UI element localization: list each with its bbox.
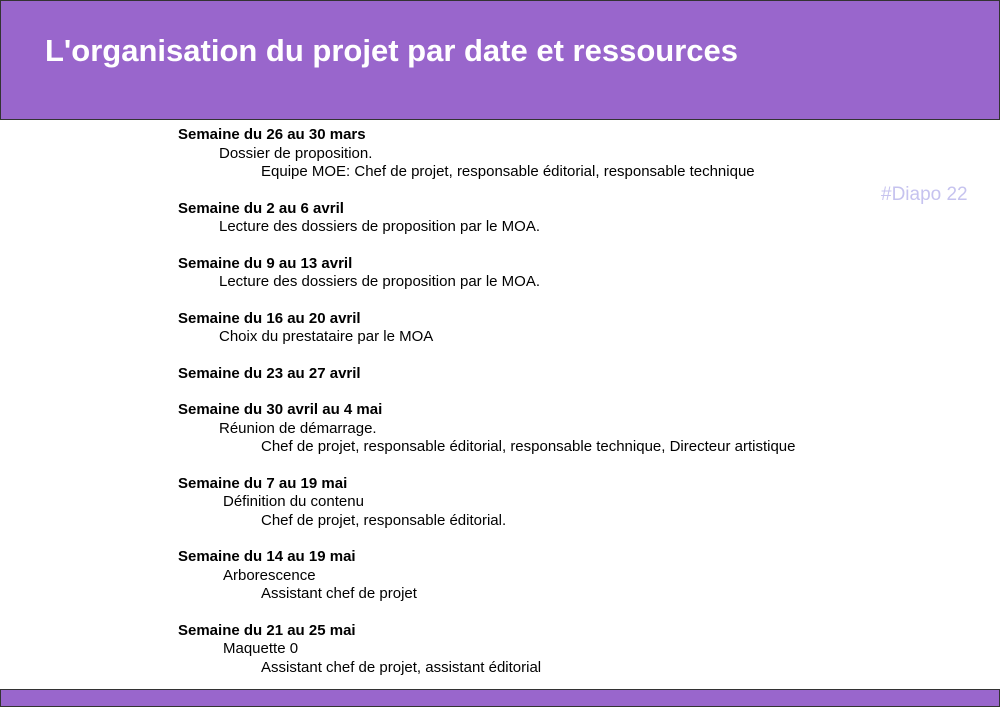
week-task: Dossier de proposition. [219,144,373,162]
slide-footer [0,689,1000,707]
week-label: Semaine du 9 au 13 avril [178,254,353,272]
week-label: Semaine du 16 au 20 avril [178,309,361,327]
week-block [178,126,795,182]
week-block [178,401,795,457]
week-label: Semaine du 14 au 19 mai [178,548,356,565]
week-task: Réunion de démarrage. [219,419,377,437]
slide-number-tag: #Diapo 22 [881,184,968,205]
week-block [178,200,795,237]
week-task: Arborescence [223,566,316,584]
week-resources: Chef de projet, responsable éditorial, responsable technique, Directeur artistique [261,438,796,455]
week-task: Choix du prestataire par le MOA [219,328,434,345]
week-block [178,365,795,384]
week-label: Semaine du 2 au 6 avril [178,199,344,217]
week-block [178,475,795,531]
week-block [178,310,795,347]
slide-title: L'organisation du projet par date et ressources [45,33,738,68]
week-task: Lecture des dossiers de proposition par le MOA. [219,218,540,235]
week-label: Semaine du 23 au 27 avril [178,364,361,382]
week-task: Maquette 0 [223,640,299,657]
week-task: Définition du contenu [223,493,364,510]
week-block [178,255,795,292]
schedule-list [178,126,795,695]
slide-header [0,0,1000,120]
week-resources: Assistant chef de projet [261,585,417,602]
week-resources: Chef de projet, responsable éditorial. [261,511,507,529]
week-resources: Equipe MOE: Chef de projet, responsable éditorial, responsable technique [261,163,755,180]
week-resources: Assistant chef de projet, assistant éditorial [261,658,542,676]
week-label: Semaine du 26 au 30 mars [178,126,366,143]
week-label: Semaine du 21 au 25 mai [178,621,356,639]
week-task: Lecture des dossiers de proposition par le MOA. [219,273,540,290]
week-label: Semaine du 30 avril au 4 mai [178,401,383,418]
week-label: Semaine du 7 au 19 mai [178,474,348,492]
week-block [178,622,795,678]
week-block [178,548,795,604]
